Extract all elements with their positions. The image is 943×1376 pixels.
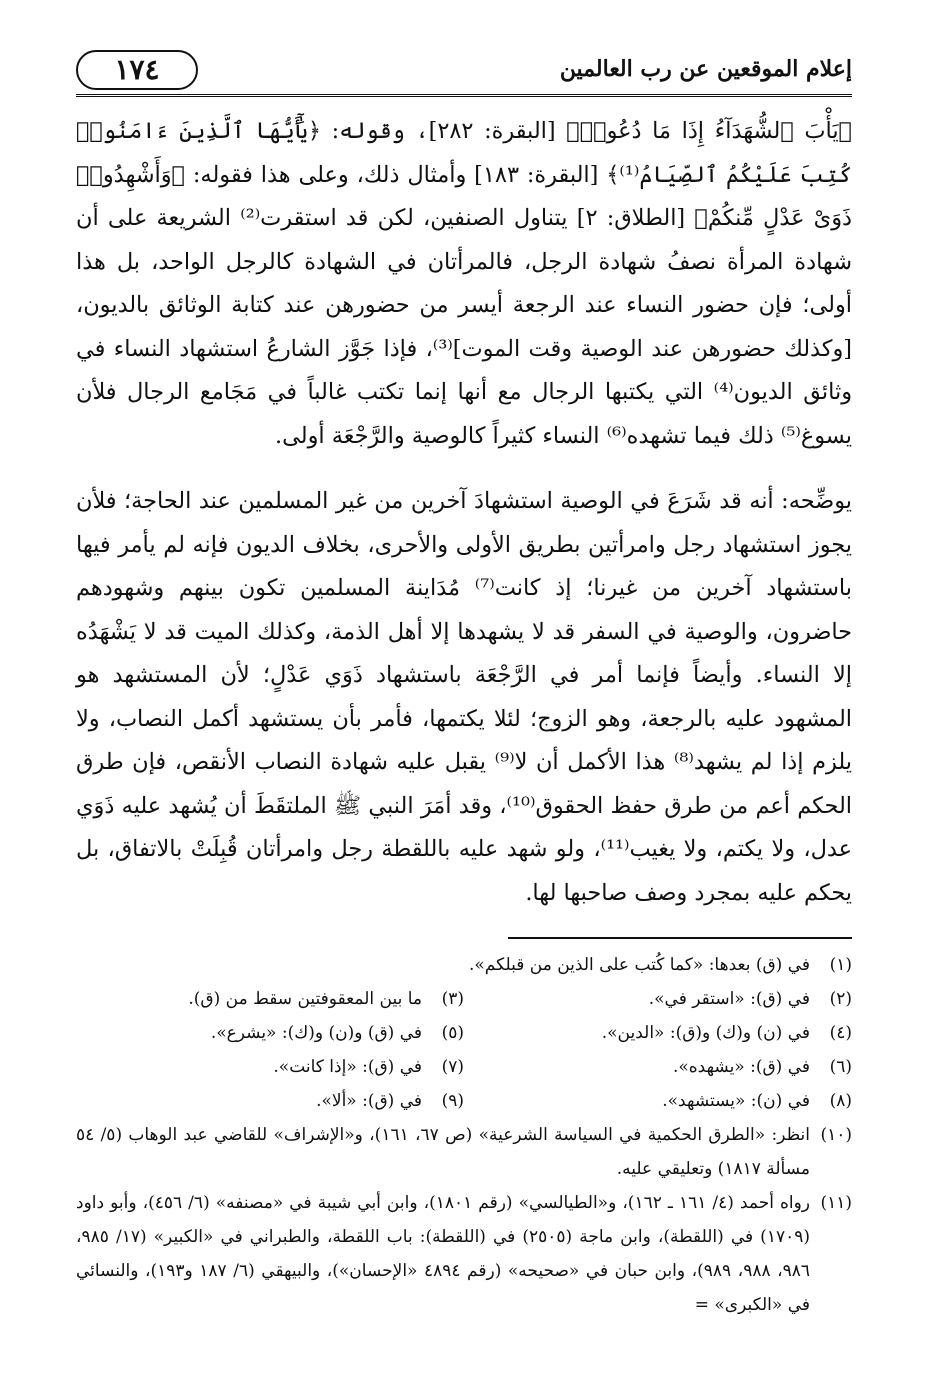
footnote-number: (٣) (441, 989, 464, 1009)
footnote-4 (464, 1016, 852, 1050)
footnote-number: (١٠) (820, 1125, 852, 1145)
page-number-badge: ١٧٤ (76, 50, 198, 90)
footnote-row (76, 1084, 852, 1118)
footnote-number: (٥) (441, 1023, 464, 1043)
footnote-separator (508, 937, 852, 939)
footnote-text: رواه أحمد (٤/ ١٦١ ـ ١٦٢)، و«الطيالسي» (رقم ١٨٠١)، وابن أبي شيبة في «مصنفه» (٦/ ٤٥٦)، وأبو داود (١٧٠٩) في (اللقطة)، وابن ماجة (٢٥٠٥) في (اللقطة): باب اللقطة، والطبراني في «الكبير» (١٧/ ٩٨٥، ٩٨٦، ٩٨٨، ٩٨٩)، وابن حبان في «صحيحه» (رقم ٤٨٩٤ «الإحسان»)، والبيهقي (٦/ ١٨٧ و١٩٣)، والنسائي في «الكبرى» = (76, 1193, 811, 1315)
header-rule (76, 94, 852, 97)
footnote-text: في (ق): «يشهده». (672, 1057, 810, 1077)
footnote-text: في (ق): «ألا». (316, 1091, 422, 1111)
footnote-number: (٨) (829, 1091, 852, 1111)
footnote-5 (76, 1016, 464, 1050)
footnote-text: في (ق): «إذا كانت». (273, 1057, 422, 1077)
footnote-3 (76, 982, 464, 1016)
footnote-7 (76, 1050, 464, 1084)
footnote-row (76, 1016, 852, 1050)
footnote-number: (٧) (441, 1057, 464, 1077)
footnote-9 (76, 1084, 464, 1118)
footnote-text: انظر: «الطرق الحكمية في السياسة الشرعية» (ص ٦٧، ١٦١)، و«الإشراف» للقاضي عبد الوهاب (٥/ ٥٤ مسألة ١٨١٧) وتعليقي عليه. (76, 1125, 810, 1179)
footnote-text: في (ق): «استقر في». (648, 989, 810, 1009)
footnote-text: في (ن): «يستشهد». (662, 1091, 810, 1111)
footnote-number: (٩) (441, 1091, 464, 1111)
footnote-text: في (ق) و(ن) و(ك): «يشرع». (210, 1023, 422, 1043)
footnote-2 (464, 982, 852, 1016)
footnote-11 (76, 1186, 852, 1322)
footnote-number: (٤) (829, 1023, 852, 1043)
page-header (76, 50, 852, 100)
footnotes (76, 948, 852, 1322)
footnote-text: ما بين المعقوفتين سقط من (ق). (188, 989, 422, 1009)
footnote-text: في (ق) بعدها: «كما كُتب على الذين من قبلكم». (468, 955, 810, 975)
footnote-row (76, 982, 852, 1016)
running-title: إعلام الموقعين عن رب العالمين (559, 56, 852, 82)
paragraph-1: ﴿يَأْبَ ٱلشُّهَدَآءُ إِذَا مَا دُعُوا۟﴾ [البقرة: ٢٨٢]، وقوله: ﴿يَٰٓأَيُّهَا ٱلَّذِينَ ءَامَنُوا۟ كُتِبَ عَلَيْكُمُ ٱلصِّيَامُ⁽¹⁾﴾ [البقرة: ١٨٣] وأمثال ذلك، وعلى هذا فقوله: ﴿وَأَشْهِدُوا۟ ذَوَىْ عَدْلٍ مِّنكُمْ﴾ [الطلاق: ٢] يتناول الصنفين، لكن قد استقرت⁽²⁾ الشريعة على أن شهادة المرأة نصفُ شهادة الرجل، فالمرأتان في الشهادة كالرجل الواحد، بل هذا أولى؛ فإن حضور النساء عند الرجعة أيسر من حضورهن عند كتابة الوثائق بالديون، [وكذلك حضورهن عند الوصية وقت الموت]⁽³⁾، فإذا جَوَّز الشارعُ استشهاد النساء في وثائق الديون⁽⁴⁾ التي يكتبها الرجال مع أنها إنما تكتب غالباً في مَجَامع الرجال فلأن يسوغ⁽⁵⁾ ذلك فيما تشهده⁽⁶⁾ النساء كثيراً كالوصية والرَّجْعَة أولى. (76, 118, 853, 449)
footnote-text: في (ن) و(ك) و(ق): «الدين». (601, 1023, 810, 1043)
paragraph-2: يوضِّحه: أنه قد شَرَعَ في الوصية استشهادَ آخرين من غير المسلمين عند الحاجة؛ فلأن يجوز استشهاد رجل وامرأتين بطريق الأولى والأحرى، بخلاف الديون فإنه لم يأمر فيها باستشهاد آخرين من غيرنا؛ إذ كانت⁽⁷⁾ مُدَاينة المسلمين تكون بينهم وشهودهم حاضرون، والوصية في السفر قد لا يشهدها إلا أهل الذمة، وكذلك الميت قد لا يَشْهَدُه إلا النساء. وأيضاً فإنما أمر في الرَّجْعَة باستشهاد ذَوَي عَدْلٍ؛ لأن المستشهد هو المشهود عليه بالرجعة، وهو الزوج؛ لئلا يكتمها، فأمر بأن يستشهد أكمل النصاب، ولا يلزم إذا لم يشهد⁽⁸⁾ هذا الأكمل أن لا⁽⁹⁾ يقبل عليه شهادة النصاب الأنقص، فإن طرق الحكم أعم من طرق حفظ الحقوق⁽¹⁰⁾، وقد أمَرَ النبي ﷺ الملتقَطَ أن يُشهد عليه ذَوَي عدل، ولا يكتم، ولا يغيب⁽¹¹⁾، ولو شهد عليه باللقطة رجل وامرأتان قُبِلَتْ بالاتفاق، بل يحكم عليه بمجرد وصف صاحبها لها. (76, 488, 852, 906)
footnote-number: (١١) (820, 1193, 852, 1213)
footnote-8 (464, 1084, 852, 1118)
main-text (76, 110, 852, 915)
footnote-1 (76, 948, 852, 982)
footnote-number: (١) (829, 955, 852, 975)
footnote-6 (464, 1050, 852, 1084)
footnote-10 (76, 1118, 852, 1186)
footnote-number: (٢) (829, 989, 852, 1009)
footnote-row (76, 1050, 852, 1084)
footnote-number: (٦) (829, 1057, 852, 1077)
